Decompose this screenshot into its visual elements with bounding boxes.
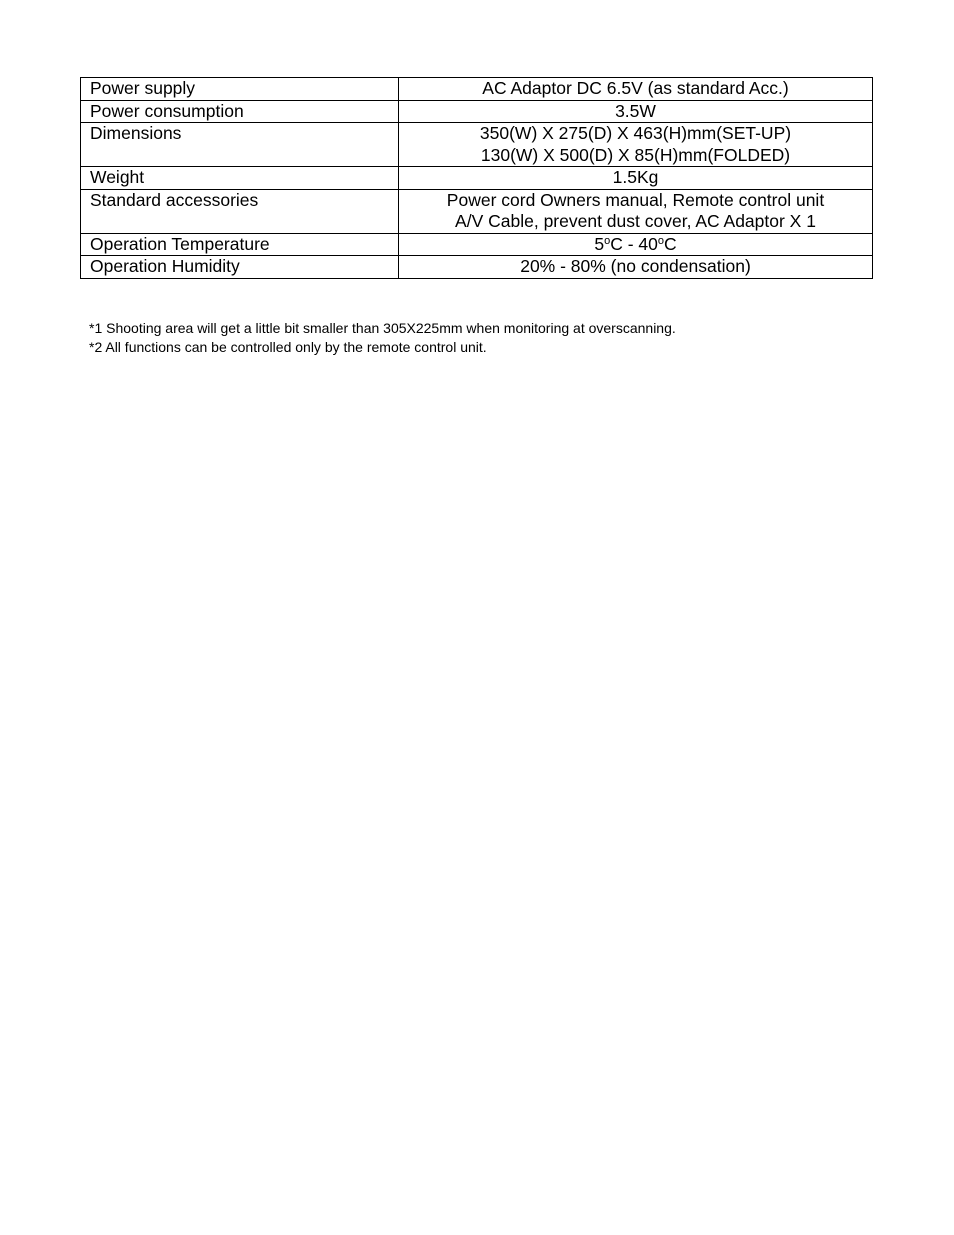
spec-label: Standard accessories bbox=[81, 189, 399, 233]
specifications-table bbox=[80, 77, 873, 279]
footnotes bbox=[89, 319, 676, 357]
temperature-range bbox=[399, 234, 872, 256]
spec-row-standard-accessories bbox=[81, 189, 873, 233]
spec-value-line: Power cord Owners manual, Remote control unit bbox=[446, 189, 825, 210]
temp-unit: C bbox=[664, 233, 677, 254]
temp-high: 40 bbox=[638, 233, 658, 254]
footnote-2: *2 All functions can be controlled only by the remote control unit. bbox=[89, 339, 487, 355]
spec-row-dimensions bbox=[81, 123, 873, 167]
spec-value-line: 20% - 80% (no condensation) bbox=[520, 256, 751, 276]
spec-value bbox=[399, 123, 873, 167]
spec-value bbox=[399, 256, 873, 279]
spec-row-power-consumption bbox=[81, 100, 873, 123]
footnote-1: *1 Shooting area will get a little bit smaller than 305X225mm when monitoring at overscanning. bbox=[89, 320, 676, 336]
spec-value bbox=[399, 233, 873, 256]
spec-value-line: 350(W) X 275(D) X 463(H)mm(SET-UP) bbox=[479, 123, 792, 143]
temp-unit: C bbox=[610, 233, 623, 254]
spec-label: Power supply bbox=[81, 78, 399, 101]
spec-value bbox=[399, 100, 873, 123]
spec-value-line: 3.5W bbox=[615, 100, 656, 121]
degree-symbol: o bbox=[657, 234, 664, 247]
spec-label: Weight bbox=[81, 167, 399, 190]
spec-row-weight bbox=[81, 167, 873, 190]
spec-label: Operation Humidity bbox=[81, 256, 399, 279]
spec-value-line: A/V Cable, prevent dust cover, AC Adaptor X 1 bbox=[455, 211, 816, 231]
temp-low: 5 bbox=[594, 233, 605, 254]
spec-value-line: AC Adaptor DC 6.5V (as standard Acc.) bbox=[482, 78, 789, 98]
spec-value bbox=[399, 167, 873, 190]
spec-value bbox=[399, 189, 873, 233]
spec-row-operation-temperature bbox=[81, 233, 873, 256]
spec-value bbox=[399, 78, 873, 101]
spec-label: Power consumption bbox=[81, 100, 399, 123]
degree-symbol: o bbox=[604, 234, 611, 247]
spec-label: Dimensions bbox=[81, 123, 399, 167]
spec-value-line: 130(W) X 500(D) X 85(H)mm(FOLDED) bbox=[480, 144, 791, 165]
spec-label: Operation Temperature bbox=[81, 233, 399, 256]
spec-row-operation-humidity bbox=[81, 256, 873, 279]
temp-separator: - bbox=[622, 233, 639, 254]
spec-row-power-supply bbox=[81, 78, 873, 101]
spec-value-line: 1.5Kg bbox=[612, 167, 659, 187]
